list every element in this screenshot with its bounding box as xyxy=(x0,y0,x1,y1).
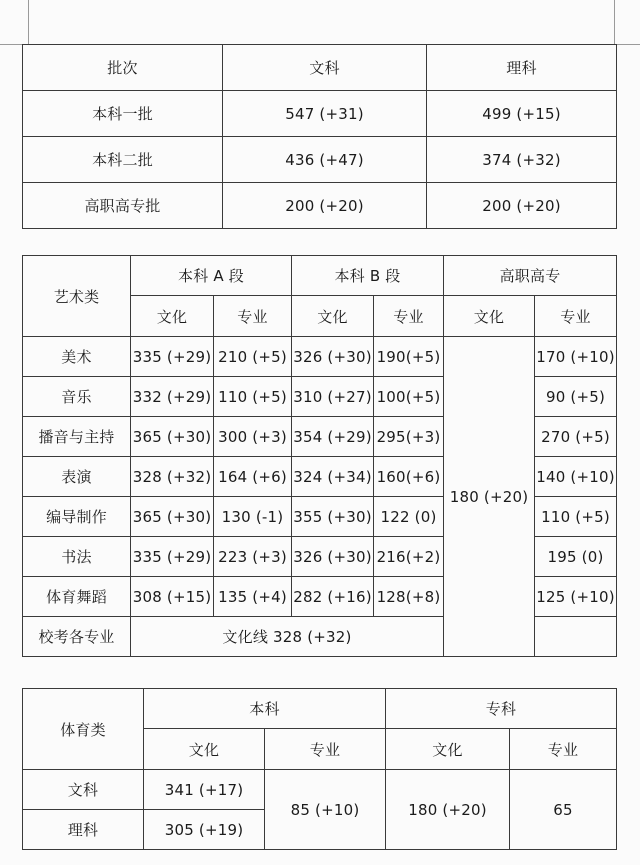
a-culture-score: 332 (+29) xyxy=(131,377,214,417)
sub-culture: 文化 xyxy=(131,296,214,337)
b-major-score: 160(+6) xyxy=(374,457,444,497)
b-major-score: 295(+3) xyxy=(374,417,444,457)
c-major-score: 170 (+10) xyxy=(535,337,617,377)
liberal-arts-score: 547 (+31) xyxy=(223,91,427,137)
sub-major: 专业 xyxy=(510,729,617,770)
c-major-score: 125 (+10) xyxy=(535,577,617,617)
a-major-score: 164 (+6) xyxy=(214,457,292,497)
undergrad-culture-score: 305 (+19) xyxy=(144,810,265,850)
b-culture-score: 355 (+30) xyxy=(292,497,374,537)
sub-culture: 文化 xyxy=(386,729,510,770)
sub-culture: 文化 xyxy=(444,296,535,337)
batch-name: 本科一批 xyxy=(23,91,223,137)
b-major-score: 122 (0) xyxy=(374,497,444,537)
sub-major: 专业 xyxy=(265,729,386,770)
liberal-arts-score: 200 (+20) xyxy=(223,183,427,229)
header-liberal-arts: 文科 xyxy=(223,45,427,91)
a-major-score: 130 (-1) xyxy=(214,497,292,537)
b-culture-score: 326 (+30) xyxy=(292,337,374,377)
stream-name: 理科 xyxy=(23,810,144,850)
sub-major: 专业 xyxy=(214,296,292,337)
school-exam-value: 文化线 328 (+32) xyxy=(131,617,444,657)
group-c-header: 高职高专 xyxy=(444,256,617,296)
art-score-table xyxy=(22,255,617,657)
a-major-score: 223 (+3) xyxy=(214,537,292,577)
crop-mark-right-h xyxy=(615,44,640,45)
crop-mark-right xyxy=(614,0,615,44)
header-batch: 批次 xyxy=(23,45,223,91)
batch-name: 高职高专批 xyxy=(23,183,223,229)
a-culture-score: 335 (+29) xyxy=(131,537,214,577)
table-row xyxy=(23,337,617,377)
sub-major: 专业 xyxy=(535,296,617,337)
table-header-row xyxy=(23,256,617,296)
c-major-score: 195 (0) xyxy=(535,537,617,577)
a-major-score: 135 (+4) xyxy=(214,577,292,617)
table-header-row xyxy=(23,45,617,91)
empty-cell xyxy=(535,617,617,657)
art-major-name: 表演 xyxy=(23,457,131,497)
art-major-name: 音乐 xyxy=(23,377,131,417)
vocational-culture-score: 180 (+20) xyxy=(444,337,535,657)
b-culture-score: 326 (+30) xyxy=(292,537,374,577)
batch-name: 本科二批 xyxy=(23,137,223,183)
table-row xyxy=(23,137,617,183)
a-culture-score: 308 (+15) xyxy=(131,577,214,617)
art-category-label: 艺术类 xyxy=(23,256,131,337)
c-major-score: 90 (+5) xyxy=(535,377,617,417)
a-culture-score: 365 (+30) xyxy=(131,497,214,537)
b-major-score: 128(+8) xyxy=(374,577,444,617)
a-major-score: 110 (+5) xyxy=(214,377,292,417)
sports-score-table xyxy=(22,688,617,850)
sub-culture: 文化 xyxy=(144,729,265,770)
art-major-name: 播音与主持 xyxy=(23,417,131,457)
sub-major: 专业 xyxy=(374,296,444,337)
undergrad-header: 本科 xyxy=(144,689,386,729)
b-culture-score: 354 (+29) xyxy=(292,417,374,457)
b-culture-score: 282 (+16) xyxy=(292,577,374,617)
art-major-name: 编导制作 xyxy=(23,497,131,537)
b-major-score: 216(+2) xyxy=(374,537,444,577)
b-major-score: 190(+5) xyxy=(374,337,444,377)
a-major-score: 300 (+3) xyxy=(214,417,292,457)
c-major-score: 140 (+10) xyxy=(535,457,617,497)
a-culture-score: 328 (+32) xyxy=(131,457,214,497)
crop-mark-left xyxy=(28,0,29,44)
science-score: 200 (+20) xyxy=(427,183,617,229)
school-exam-label: 校考各专业 xyxy=(23,617,131,657)
a-culture-score: 335 (+29) xyxy=(131,337,214,377)
c-major-score: 270 (+5) xyxy=(535,417,617,457)
undergrad-major-score: 85 (+10) xyxy=(265,770,386,850)
table-row xyxy=(23,183,617,229)
b-culture-score: 310 (+27) xyxy=(292,377,374,417)
art-major-name: 书法 xyxy=(23,537,131,577)
c-major-score: 110 (+5) xyxy=(535,497,617,537)
liberal-arts-score: 436 (+47) xyxy=(223,137,427,183)
undergrad-culture-score: 341 (+17) xyxy=(144,770,265,810)
sub-culture: 文化 xyxy=(292,296,374,337)
science-score: 499 (+15) xyxy=(427,91,617,137)
b-culture-score: 324 (+34) xyxy=(292,457,374,497)
header-science: 理科 xyxy=(427,45,617,91)
stream-name: 文科 xyxy=(23,770,144,810)
college-header: 专科 xyxy=(386,689,617,729)
college-culture-score: 180 (+20) xyxy=(386,770,510,850)
table-row xyxy=(23,91,617,137)
sports-category-label: 体育类 xyxy=(23,689,144,770)
group-b-header: 本科 B 段 xyxy=(292,256,444,296)
batch-score-table xyxy=(22,44,617,229)
group-a-header: 本科 A 段 xyxy=(131,256,292,296)
art-major-name: 美术 xyxy=(23,337,131,377)
a-major-score: 210 (+5) xyxy=(214,337,292,377)
table-row xyxy=(23,770,617,810)
a-culture-score: 365 (+30) xyxy=(131,417,214,457)
table-header-row xyxy=(23,689,617,729)
college-major-score: 65 xyxy=(510,770,617,850)
art-major-name: 体育舞蹈 xyxy=(23,577,131,617)
b-major-score: 100(+5) xyxy=(374,377,444,417)
science-score: 374 (+32) xyxy=(427,137,617,183)
